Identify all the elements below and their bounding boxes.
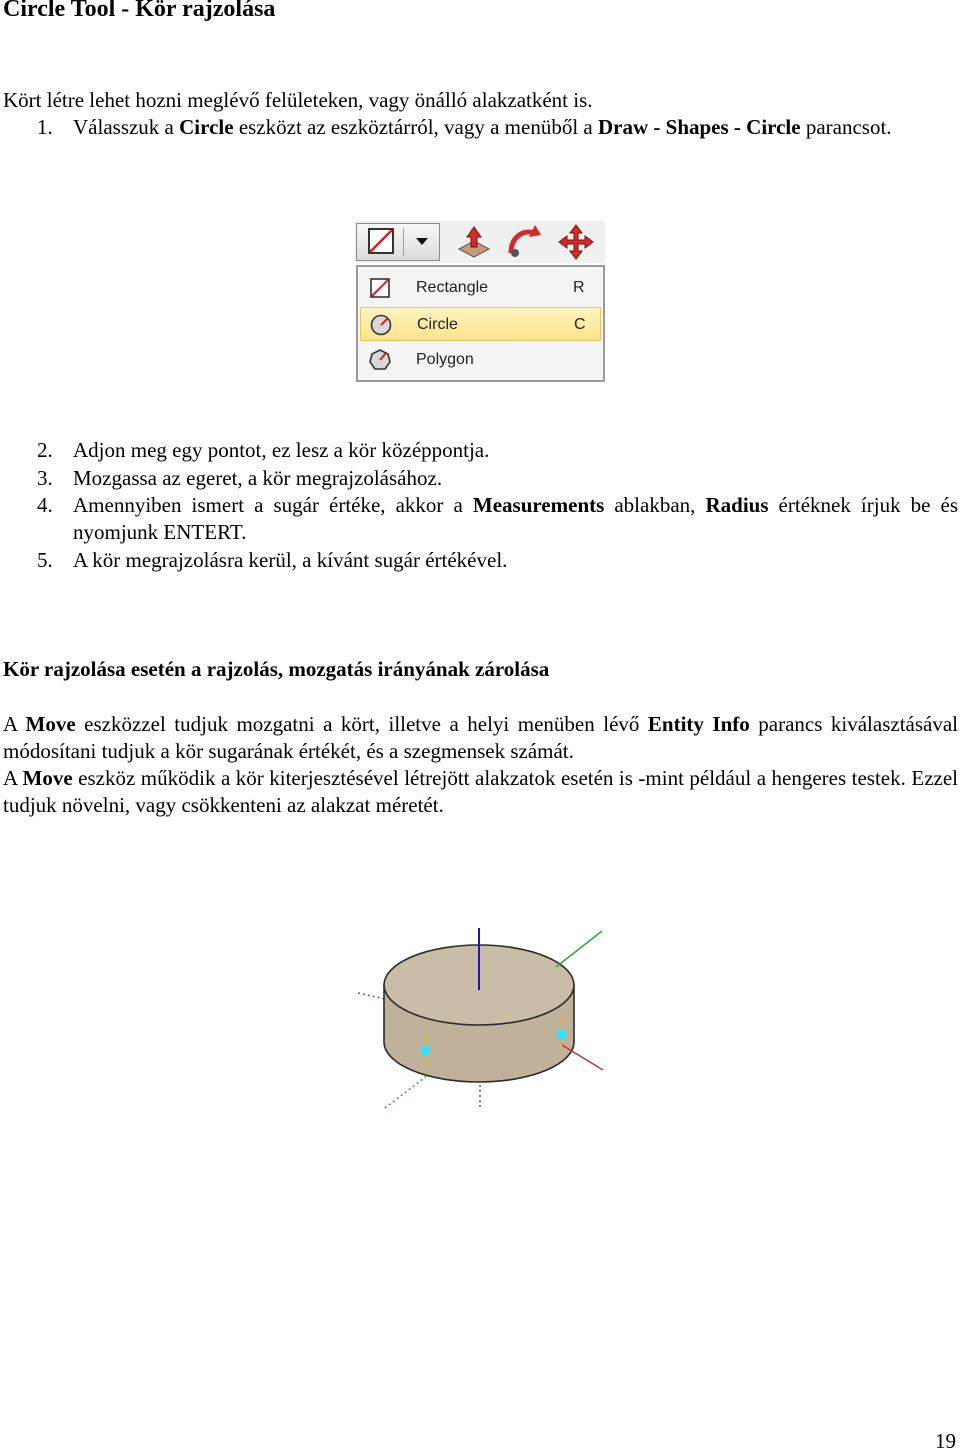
menu-item-label: Rectangle: [416, 279, 489, 296]
window-name-measurements: Measurements: [472, 493, 605, 517]
field-name-radius: Radius: [705, 493, 769, 517]
shapes-menu: [356, 265, 605, 382]
text-run: eszközt az eszköztárról, vagy a menüből a: [233, 115, 598, 139]
move-grip-handle[interactable]: [422, 1046, 430, 1055]
shapes-dropdown-button[interactable]: [356, 223, 440, 261]
cylinder-illustration: [350, 925, 610, 1115]
menu-path: Draw - Shapes - Circle: [598, 115, 801, 139]
list-number: 3.: [37, 466, 53, 490]
list-number: 2.: [37, 438, 53, 462]
follow-me-icon[interactable]: [505, 223, 543, 261]
list-text: Mozgassa az egeret, a kör megrajzolásához.: [73, 466, 443, 490]
menu-item-polygon[interactable]: [360, 343, 601, 377]
button-separator: [403, 228, 404, 256]
toolbar: [355, 221, 605, 263]
rectangle-icon: [368, 276, 392, 300]
green-axis-dotted: [385, 1075, 428, 1108]
list-text: [73, 492, 958, 546]
paragraph-move-extrusion: [3, 765, 958, 819]
list-text: A kör megrajzolásra kerül, a kívánt sugár értékével.: [73, 548, 508, 572]
list-number: 5.: [37, 548, 53, 572]
text-run: Válasszuk a: [73, 115, 180, 139]
menu-item-shortcut: C: [574, 316, 586, 333]
section-heading: Kör rajzolása esetén a rajzolás, mozgatás irányának zárolása: [3, 657, 550, 681]
shapes-menu-screenshot: [355, 221, 605, 382]
text-run: értéknek írjuk be és nyomjunk ENTERT.: [73, 493, 959, 544]
text-run: eszköz működik a kör kiterjesztésével létrejött alakzatok esetén is -mint például a hengeres testek. Ezzel tudjuk növelni, vagy csökkenteni az alakzat méretét.: [3, 766, 958, 817]
intro-paragraph: Kört létre lehet hozni meglévő felületeken, vagy önálló alakzatként is.: [3, 88, 593, 112]
text-run: Amennyiben ismert a sugár értéke, akkor a: [73, 493, 473, 517]
text-run: ablakban,: [604, 493, 706, 517]
menu-item-rectangle[interactable]: [360, 271, 601, 305]
move-icon[interactable]: [557, 223, 595, 261]
rectangle-tool-icon: [361, 224, 401, 260]
list-text: [73, 114, 958, 141]
menu-item-circle[interactable]: [360, 307, 601, 341]
list-number: 1.: [37, 115, 53, 139]
green-axis: [556, 931, 602, 967]
circle-icon: [369, 313, 393, 337]
text-run: A: [3, 766, 23, 790]
red-axis: [562, 1045, 603, 1070]
text-run: parancsot.: [800, 115, 892, 139]
page-number: 19: [935, 1429, 956, 1453]
text-run: parancs kiválasztásával módosítani tudjuk a kör sugarának értékét, és a szegmensek számát.: [3, 712, 958, 763]
polygon-icon: [368, 348, 392, 372]
menu-item-shortcut: R: [573, 279, 585, 296]
list-number: 4.: [37, 493, 53, 517]
move-grip-handle[interactable]: [557, 1030, 565, 1039]
page-title: Circle Tool - Kör rajzolása: [3, 0, 276, 22]
dropdown-arrow-icon[interactable]: [407, 224, 437, 260]
menu-item-label: Polygon: [416, 351, 474, 368]
tool-name-move: Move: [25, 712, 76, 736]
list-text: Adjon meg egy pontot, ez lesz a kör középpontja.: [73, 438, 490, 462]
command-name-entity-info: Entity Info: [647, 712, 750, 736]
text-run: eszközzel tudjuk mozgatni a kört, illetve a helyi menüben lévő: [75, 712, 648, 736]
tool-name-move: Move: [22, 766, 73, 790]
text-run: A: [3, 712, 26, 736]
tool-name-circle: Circle: [179, 115, 234, 139]
paragraph-move-entity-info: [3, 711, 958, 765]
push-pull-icon[interactable]: [455, 223, 493, 261]
menu-item-label: Circle: [417, 316, 458, 333]
